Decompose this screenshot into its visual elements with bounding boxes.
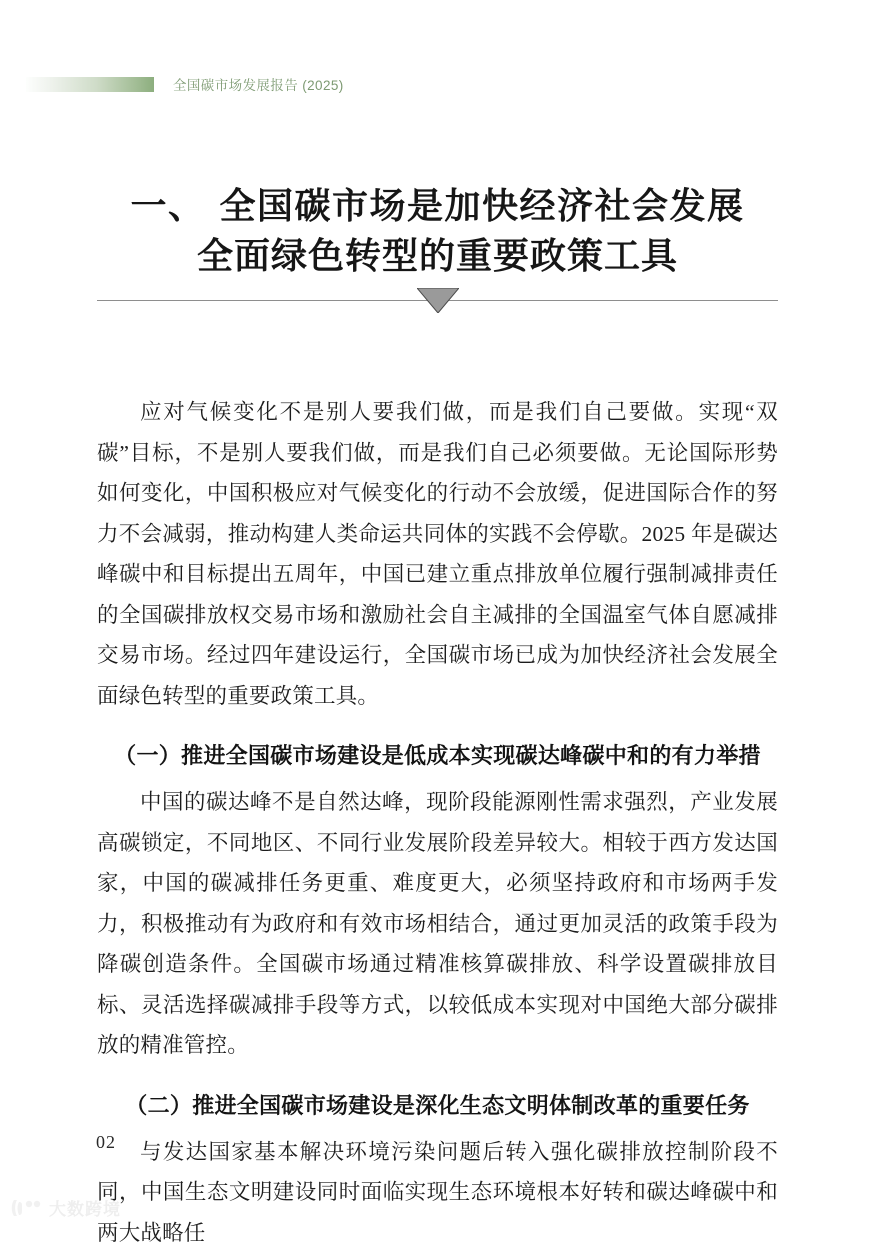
triangle-down-outline-icon	[417, 288, 459, 313]
section-title-line-1: 一、 全国碳市场是加快经济社会发展	[97, 181, 778, 231]
paragraph-2: 中国的碳达峰不是自然达峰，现阶段能源刚性需求强烈，产业发展高碳锁定，不同地区、不同行业发展阶段差异较大。相较于西方发达国家，中国的碳减排任务更重、难度更大，必须坚持政府和市场两手发力，积极推动有为政府和有效市场相结合，通过更加灵活的政策手段为降碳创造条件。全国碳市场通过精准核算碳排放、科学设置碳排放目标、灵活选择碳减排手段等方式，以较低成本实现对中国绝大部分碳排放的精准管控。	[97, 782, 778, 1066]
page-content	[97, 392, 778, 1253]
subheading-2: （二）推进全国碳市场建设是深化生态文明体制改革的重要任务	[97, 1086, 778, 1126]
watermark-text: 大数跨境	[49, 1195, 121, 1220]
page-header	[0, 70, 874, 98]
paragraph-1: 应对气候变化不是别人要我们做，而是我们自己要做。实现“双碳”目标，不是别人要我们做，而是我们自己必须要做。无论国际形势如何变化，中国积极应对气候变化的行动不会放缓，促进国际合作的努力不会减弱，推动构建人类命运共同体的实践不会停歇。2025 年是碳达峰碳中和目标提出五周年，中国已建立重点排放单位履行强制减排责任的全国碳排放权交易市场和激励社会自主减排的全国温室气体自愿减排交易市场。经过四年建设运行，全国碳市场已成为加快经济社会发展全面绿色转型的重要政策工具。	[97, 392, 778, 716]
section-title-line-2: 全面绿色转型的重要政策工具	[97, 231, 778, 281]
watermark	[10, 1195, 121, 1220]
paragraph-3: 与发达国家基本解决环境污染问题后转入强化碳排放控制阶段不同，中国生态文明建设同时面临实现生态环境根本好转和碳达峰碳中和两大战略任	[97, 1132, 778, 1253]
title-divider	[97, 300, 778, 301]
subheading-1: （一）推进全国碳市场建设是低成本实现碳达峰碳中和的有力举措	[97, 736, 778, 776]
section-title	[97, 181, 778, 281]
header-title: 全国碳市场发展报告 (2025)	[173, 74, 344, 94]
watermark-logo-icon	[10, 1196, 44, 1220]
header-accent-bar	[26, 77, 154, 92]
page-number: 02	[96, 1132, 116, 1153]
